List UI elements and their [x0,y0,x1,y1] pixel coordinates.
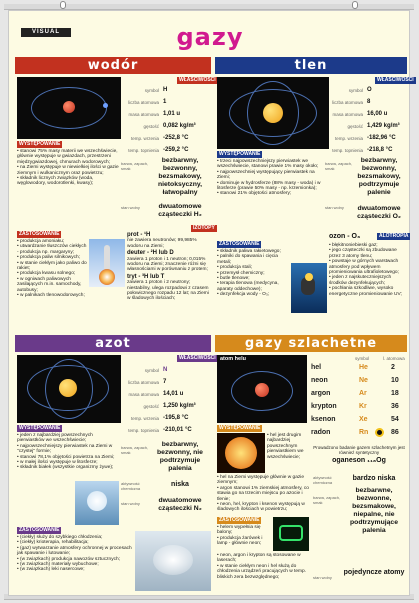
hydrogen-occurrence-list [17,149,121,187]
list-item: • najpowszechniejszy pierwiastek na Ziemi w "czystej" formie; [17,444,119,455]
poster-title: gazy [176,23,244,51]
list-item: • składnik paliwa rakietowego; [217,249,289,254]
poster [8,10,414,596]
list-item: • hel na Ziemi występuje głównie w gazie ziemnym; [217,475,309,486]
table-row: radon Rn 86 [311,429,399,436]
occurrence-tag-nitrogen: WYSTĘPOWANIE [19,425,61,431]
oxygen-state-label: stan wolny [325,205,344,210]
hydrogen-atom-image [17,77,121,139]
oxygen-properties: symbol O liczba atomowa 8 masa atomowa 16,00 u gęstość 1,429 kg/m³ temp. wrzenia -182,96 °C temp. topnienia -218,8 °C [331,87,400,153]
noble-activity: bardzo niska [352,475,396,482]
list-item: • w małej ilości występuje w litosferze; [17,460,119,465]
uses-tag-nitrogen: ZASTOSOWANIE [19,527,60,533]
noble-occurrence-list [267,433,309,460]
noble-appearance-label: barwa, zapach, smak [313,495,341,505]
list-item: • jeden z najbardziej powszechnych pierwiastków we wszechświecie; [17,433,119,444]
nitrogen-atom-image [17,355,121,423]
synthetic-element: oganeson ₁₁₈Og [332,457,386,464]
table-row: neon Ne 10 [311,377,399,384]
list-item: • powstaje w górnych warstwach atmosfery pod wpływem promieniowania ultrafioletowego; [329,259,409,275]
list-item: • neon, argon i krypton są stosowane w laserach; [217,553,311,564]
ozone-list [329,243,409,297]
list-item: • na Ziemi występuje w niewielkiej ilości w gazie ziemnym i wulkanicznym oraz powietrzu; [17,165,121,176]
list-item: • przemysł chemiczny; [217,271,289,276]
hydrogen-state-label: stan wolny [121,205,140,210]
radioactive-icon [375,428,384,437]
oxygen-appearance: bezbarwny, bezwonny, bezsmakowy, podtrzymuje palenie [357,157,401,196]
isotope-name: prot - ¹H [127,232,151,238]
nitrogen-appearance: bezbarwny, bezwonny, nie podtrzymuje palenia [157,441,203,472]
nitrogen-occurrence-list [17,433,119,471]
uses-tag-oxygen: ZASTOSOWANIE [219,241,260,247]
list-item: • produkcja żarówek i lamp - głównie neon; [217,536,271,547]
noble-uses-list [217,525,271,547]
hydrogen-appearance: bezbarwny, bezwonny, bezsmakowy, nietoksyczny, łatwopalny [157,157,203,196]
sun-image [217,433,265,473]
isotope-name: deuter - ²H lub D [127,250,174,257]
hanger-hook-right [352,1,358,9]
oxygen-state: dwuatomowe cząsteczki O₂ [357,205,401,220]
section-header-noble-gases: gazy szlachetne [215,335,407,352]
uses-tag-hydrogen: ZASTOSOWANIE [19,231,60,237]
helium-caption: atom helu [220,356,246,362]
nucleus-icon [59,379,77,397]
list-item: • helem wypełnia się balony; [217,525,271,536]
list-item: • produkcja stali; [217,265,289,270]
ozone-title: ozon - O₃ [329,233,361,240]
isotope-text: zawiera 1 proton i 2 neutrony; niestabilny, ulega rozpadowi z czasem połowicznego rozpadu 12 lat; na Ziemi w śladowych ilościach; [127,280,209,302]
occurrence-tag-hydrogen: WYSTĘPOWANIE [19,141,61,147]
list-item: • produkcja paliw silnikowych; [17,255,87,260]
isotope-text: nie zawiera neutronów; 99,985% wodoru na Ziemi; [127,238,197,249]
hydrogen-state: dwuatomowe cząsteczki H₂ [158,203,202,218]
list-item: • stanowi 75% masy materii we wszechświecie, głównie występuje w gwiazdach, przestrzeni międzygwiazdowej, chmurach wodorowych; [17,149,121,165]
table-row: ksenon Xe 54 [311,416,399,423]
hydrogen-appearance-label: barwa, zapach, smak [121,161,149,171]
nitrogen-state-label: stan wolny [121,501,140,506]
list-item: • w palnikach tlenowodorowych; [17,293,87,298]
nitrogen-state: dwuatomowe cząsteczki N₂ [158,497,202,512]
section-header-hydrogen: wodór [15,57,211,74]
list-item: • (w związkach) materiały wybuchowe; [17,562,133,567]
list-item: • produkcja amoniaku; [17,239,87,244]
diver-image [291,263,327,313]
oxygen-uses-list [217,249,289,298]
list-item: • (w związkach) produkcja nawozów sztucznych; [17,557,133,562]
list-item: • składnik białek (wszystkie organizmy żywe); [17,465,119,470]
list-item: • stanowi 78,1% objętości powietrza na Ziemi; [17,455,119,460]
list-item: • składnik licznych związków (woda, węglowodory, wodorotlenki, kwasy); [17,176,121,187]
helium-atom-image [217,355,307,423]
noble-state: pojedyncze atomy [343,569,405,576]
rocket-launch-image [89,239,125,287]
isotope-text: zawiera 1 proton i 1 neutron; 0,015% wodoru na Ziemi; znaczenie różni się własnościami w porównaniu z protem; [127,256,208,273]
list-item: • (gaz) wytwarzanie atmosfery ochronnej w procesach jak spawanie i lutowanie; [17,546,133,557]
nitrogen-properties: symbol N liczba atomowa 7 masa atomowa 14,01 u gęstość 1,250 kg/m³ temp. wrzenia -195,8 °C temp. topnienia -210,01 °C [127,367,196,433]
table-row: krypton Kr 36 [311,403,399,410]
neon-sign-image [273,517,309,551]
nitrogen-uses-list [17,535,133,573]
noble-uses-list-more [217,553,311,580]
list-item: • najpowszechniej występujący pierwiastek na Ziemi; [217,170,323,181]
list-item: • błękitnoniebieski gaz; [329,243,409,248]
allotropy-tag: ALOTROPIA [379,233,409,239]
occurrence-tag-oxygen: WYSTĘPOWANIE [219,151,261,157]
list-item: • w ogniwach paliwowych zasilających m.in. samochody, autobusy; [17,277,87,293]
isotope-name: tryt - ³H lub T [127,273,165,280]
list-item: • w stanie ciekłym jako paliwo do rakiet; [17,261,87,272]
list-item: • w stanie ciekłym neon i hel służą do chłodzenia urządzeń pracujących w temp. bliskich zera bezwzględnego; [217,564,311,580]
list-item: • neon, hel, krypton i ksenon występują w śladowych ilościach w powietrzu; [217,502,309,513]
list-item: • argon stanowi 1% ziemskiej atmosfery, co stawia go na trzecim miejscu po azocie i tlenie; [217,486,309,502]
hydrogen-uses-list [17,239,87,298]
list-item: • (ciekły) krioterapia, rehabilitacja; [17,540,133,545]
section-header-oxygen: tlen [215,57,407,74]
occurrence-tag-noble: WYSTĘPOWANIE [219,425,261,431]
section-header-nitrogen: azot [15,335,211,352]
list-item: • jeden z najskuteczniejszych środków dezynfekujących; [329,275,409,286]
list-item: • terapia tlenowa (medycyna, aparaty oddechowe); [217,281,289,292]
properties-tag-oxygen: WŁAŚCIWOŚCI [377,77,414,83]
noble-occurrence-list-more [217,475,309,513]
noble-activity-label: aktywność chemiczna [313,475,333,485]
hanger-hook-left [60,1,66,9]
list-item: • utwardzanie tłuszczów ciekłych - produkcja np. margaryny; [17,244,87,255]
list-item: • trzeci najpowszechniejszy pierwiastek we wszechświecie, stanowi prawie 1% masy około; [217,159,323,170]
nucleus-icon [263,103,283,123]
isotopes-tag-hydrogen: IZOTOPY [193,225,215,231]
oxygen-occurrence-list [217,159,323,197]
nucleus-icon [255,383,269,397]
uses-tag-noble: ZASTOSOWANIE [219,517,260,523]
nitrogen-activity-label: aktywność chemiczna [121,481,141,491]
noble-appearance: bezbarwne, bezwonne, bezsmakowe, niepalne, nie podtrzymujące palenia [350,487,398,534]
list-item: • jego cząsteczki są zbudowane przez 3 atomy tlenu; [329,248,409,259]
cryo-vapor-image [135,531,211,591]
nucleus-icon [63,101,75,113]
noble-col-number: l. atomowa [383,356,405,361]
oxygen-atom-image [217,77,329,149]
list-item: • (ciekły) służy do szybkiego chłodzenia; [17,535,133,540]
noble-gases-table [311,363,409,443]
oxygen-appearance-label: barwa, zapach, smak [325,161,353,171]
hydrogen-isotopes [127,233,213,302]
nitrogen-appearance-label: barwa, zapach, smak [121,445,149,455]
list-item: • (w związkach) leki nasercowe; [17,567,133,572]
table-row: hel He 2 [311,364,395,371]
list-item: • hel jest drugim najbardziej powszechnym pierwiastkiem we wszechświecie; [267,433,309,460]
properties-tag-hydrogen: WŁAŚCIWOŚCI [179,77,216,83]
synthetic-note: Prowadzono badanie gazem szlachetnym jest również syntetyczny [313,445,405,455]
list-item: • dezynfekcja wody - O₃; [217,292,289,297]
list-item: • pochłania szkodliwe, wysoko energetyczne promieniowanie UV; [329,286,409,297]
list-item: • butle tlenowe; [217,276,289,281]
list-item: • produkcja kwasu solnego; [17,271,87,276]
nitrogen-activity: niska [171,481,189,488]
hydrogen-properties: symbol H liczba atomowa 1 masa atomowa 1,01 u gęstość 0,082 kg/m³ temp. wrzenia -252,8 °C temp. topnienia -259,2 °C [127,87,196,153]
table-row: argon Ar 18 [311,390,399,397]
electron-icon [103,103,108,108]
properties-tag-nitrogen: WŁAŚCIWOŚCI [179,355,216,361]
list-item: • dominuje w hydrosferze (88% masy - woda) i w litosferze (prawie 50% masy - np. krzemionka); [217,181,323,192]
noble-state-label: stan wolny [313,575,332,580]
frozen-flower-image [75,481,119,525]
list-item: • stanowi 21% objętości atmosfery; [217,191,323,196]
noble-col-symbol: symbol [355,356,370,361]
list-item: • palniki do spawania i cięcia metali; [217,254,289,265]
brand-logo: VISUAL [21,28,71,37]
